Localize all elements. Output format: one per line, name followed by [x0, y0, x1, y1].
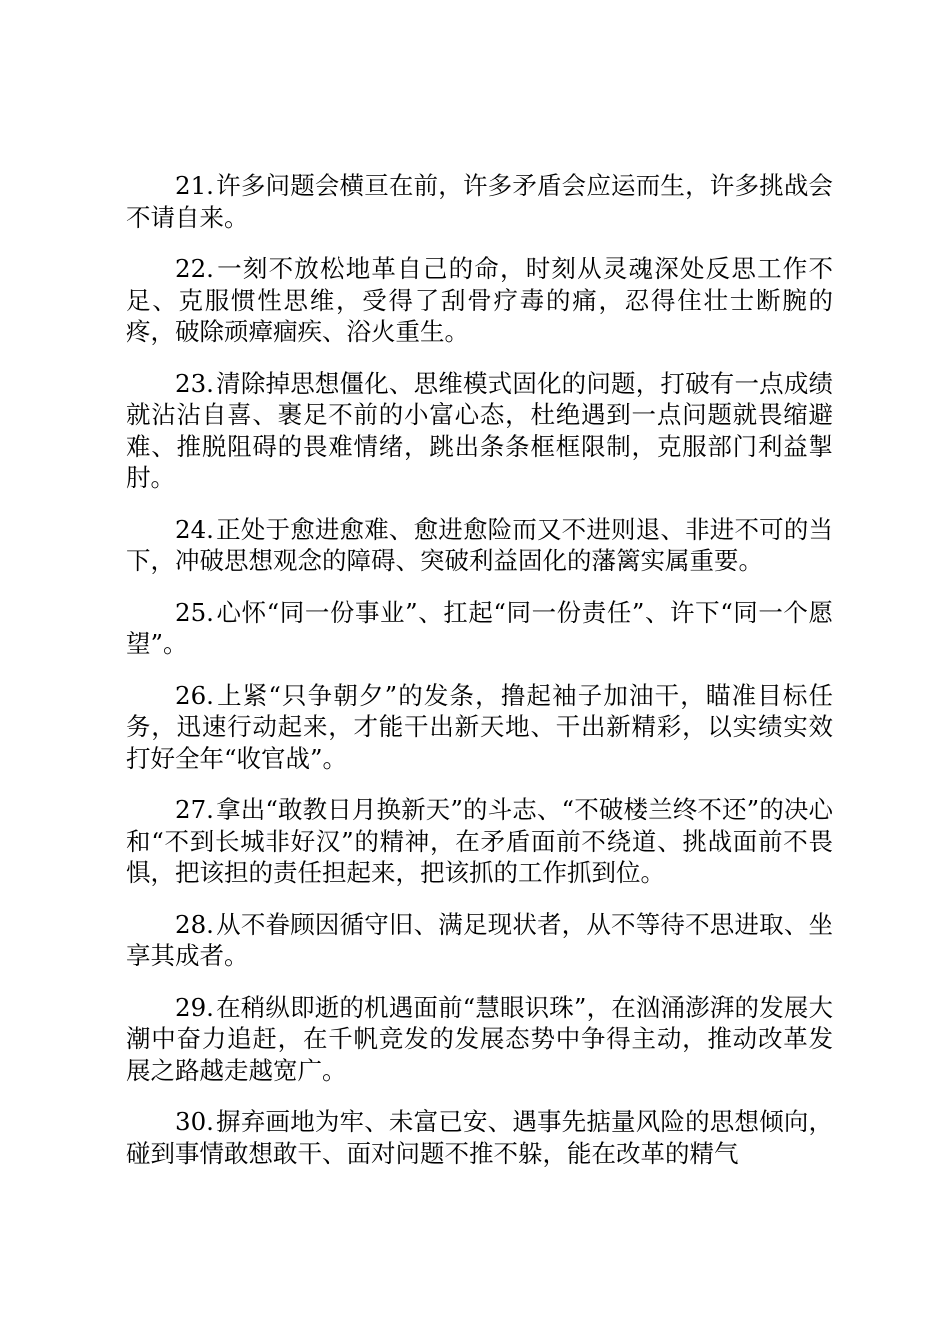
paragraph-27 — [126, 794, 833, 889]
paragraph-text: 上紧“只争朝夕”的发条，撸起袖子加油干，瞄准目标任务，迅速行动起来，才能干出新天地、干出新精彩，以实绩实效打好全年“收官战”。 — [126, 680, 833, 773]
paragraph-text: 拿出“敢教日月换新天”的斗志、“不破楼兰终不还”的决心和“不到长城非好汉”的精神，在矛盾面前不绕道、挑战面前不畏惧，把该担的责任担起来，把该抓的工作抓到位。 — [126, 795, 833, 887]
paragraph-number: 21. — [175, 171, 214, 200]
paragraph-22 — [126, 253, 833, 348]
body-text — [126, 170, 833, 1189]
paragraph-text: 摒弃画地为牢、未富已安、遇事先掂量风险的思想倾向，碰到事情敢想敢干、面对问题不推不躲，能在改革的精气 — [126, 1107, 833, 1168]
paragraph-text: 许多问题会横亘在前，许多矛盾会应运而生，许多挑战会不请自来。 — [126, 171, 833, 232]
paragraph-number: 23. — [175, 368, 214, 398]
paragraph-number: 28. — [175, 909, 214, 939]
paragraph-text: 正处于愈进愈难、愈进愈险而又不进则退、非进不可的当下，冲破思想观念的障碍、突破利益固化的藩篱实属重要。 — [126, 514, 833, 575]
paragraph-23 — [126, 368, 833, 494]
paragraph-25 — [126, 597, 833, 660]
paragraph-28 — [126, 909, 833, 972]
paragraph-text: 在稍纵即逝的机遇面前“慧眼识珠”，在汹涌澎湃的发展大潮中奋力追赶，在千帆竞发的发展态势中争得主动，推动改革发展之路越走越宽广。 — [126, 992, 833, 1085]
paragraph-30 — [126, 1106, 833, 1169]
paragraph-number: 25. — [175, 597, 214, 627]
paragraph-number: 22. — [175, 254, 214, 283]
paragraph-text: 心怀“同一份事业”、扛起“同一份责任”、许下“同一个愿望”。 — [126, 597, 833, 658]
paragraph-24 — [126, 514, 833, 577]
paragraph-number: 24. — [175, 514, 214, 544]
paragraph-text: 一刻不放松地革自己的命，时刻从灵魂深处反思工作不足、克服惯性思维，受得了刮骨疗毒的痛，忍得住壮士断腕的疼，破除顽瘴痼疾、浴火重生。 — [126, 254, 833, 346]
paragraph-29 — [126, 992, 833, 1087]
paragraph-26 — [126, 680, 833, 775]
paragraph-text: 清除掉思想僵化、思维模式固化的问题，打破有一点成绩就沾沾自喜、裹足不前的小富心态，杜绝遇到一点问题就畏缩避难、推脱阻碍的畏难情绪，跳出条条框框限制，克服部门利益掣肘。 — [126, 368, 833, 492]
paragraph-21 — [126, 170, 833, 233]
paragraph-text: 从不眷顾因循守旧、满足现状者，从不等待不思进取、坐享其成者。 — [126, 909, 833, 970]
paragraph-number: 26. — [175, 680, 214, 710]
paragraph-number: 29. — [175, 992, 214, 1022]
paragraph-number: 27. — [175, 795, 214, 824]
paragraph-number: 30. — [175, 1107, 214, 1136]
